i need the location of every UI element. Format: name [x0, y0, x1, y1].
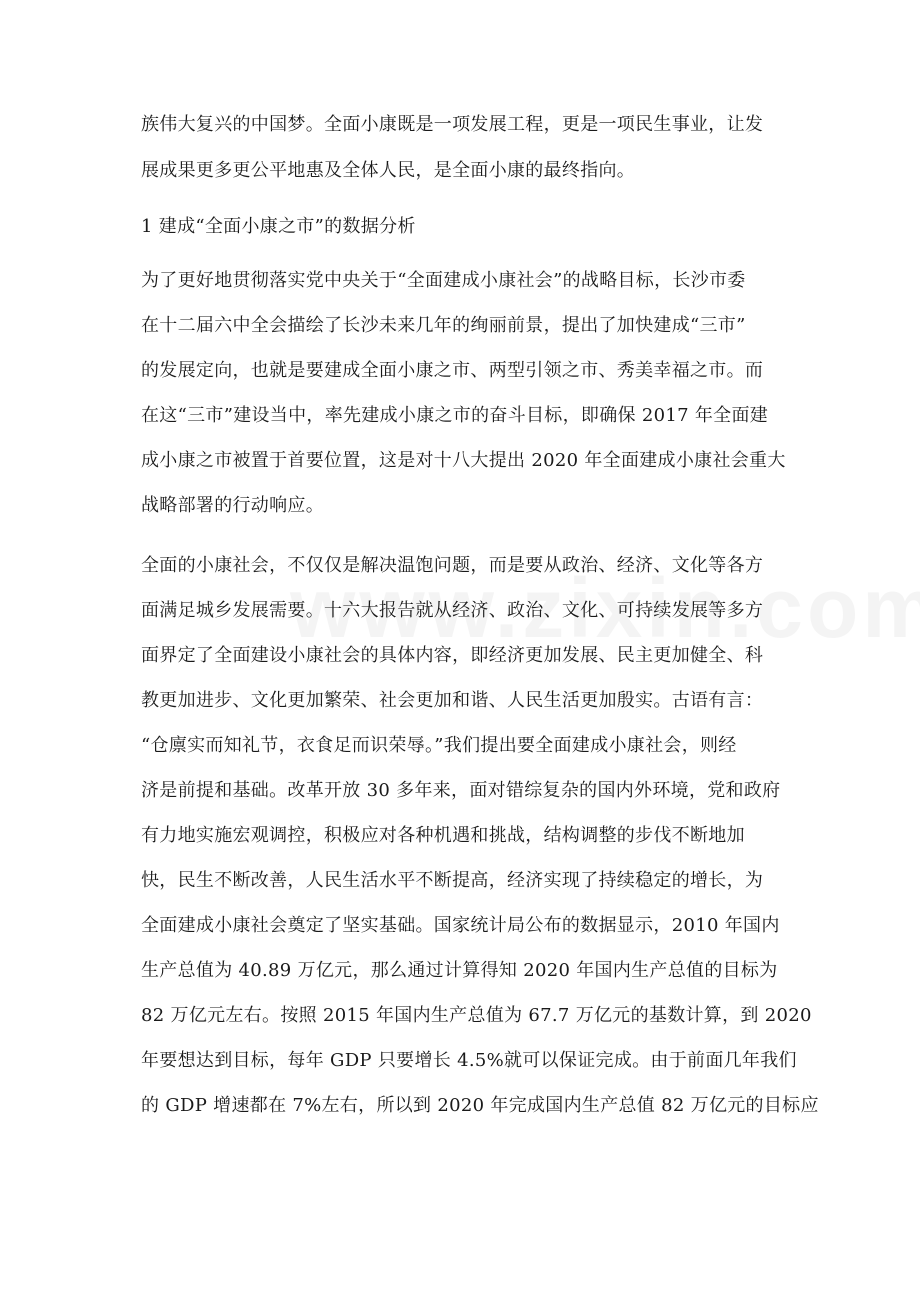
- paragraph-line: 全面建成小康社会奠定了坚实基础。国家统计局公布的数据显示，2010 年国内: [141, 915, 780, 936]
- paragraph-line: 的 GDP 增速都在 7%左右，所以到 2020 年完成国内生产总值 82 万亿元的目标应: [141, 1095, 819, 1116]
- paragraph-line: 的发展定向，也就是要建成全面小康之市、两型引领之市、秀美幸福之市。而: [141, 360, 764, 381]
- paragraph-line: 族伟大复兴的中国梦。全面小康既是一项发展工程，更是一项民生事业，让发: [141, 114, 764, 135]
- paragraph-line: 展成果更多更公平地惠及全体人民，是全面小康的最终指向。: [141, 160, 636, 181]
- paragraph-line: 为了更好地贯彻落实党中央关于“全面建成小康社会”的战略目标，长沙市委: [141, 270, 746, 291]
- paragraph-line: 年要想达到目标，每年 GDP 只要增长 4.5%就可以保证完成。由于前面几年我们: [141, 1050, 797, 1071]
- paragraph-line: 济是前提和基础。改革开放 30 多年来，面对错综复杂的国内外环境，党和政府: [141, 780, 781, 801]
- paragraph-line: 面界定了全面建设小康社会的具体内容，即经济更加发展、民主更加健全、科: [141, 645, 764, 666]
- paragraph-line: 成小康之市被置于首要位置，这是对十八大提出 2020 年全面建成小康社会重大: [141, 450, 786, 471]
- paragraph-line: 全面的小康社会，不仅仅是解决温饱问题，而是要从政治、经济、文化等各方: [141, 555, 764, 576]
- paragraph-line: 有力地实施宏观调控，积极应对各种机遇和挑战，结构调整的步伐不断地加: [141, 825, 745, 846]
- paragraph-line: 面满足城乡发展需要。十六大报告就从经济、政治、文化、可持续发展等多方: [141, 600, 764, 621]
- paragraph-line: 在这“三市”建设当中，率先建成小康之市的奋斗目标，即确保 2017 年全面建: [141, 405, 769, 426]
- paragraph-line: 生产总值为 40.89 万亿元，那么通过计算得知 2020 年国内生产总值的目标为: [141, 960, 778, 981]
- paragraph-line: 82 万亿元左右。按照 2015 年国内生产总值为 67.7 万亿元的基数计算，到 2020: [141, 1005, 812, 1026]
- paragraph-line: 教更加进步、文化更加繁荣、社会更加和谐、人民生活更加殷实。古语有言：: [141, 690, 764, 711]
- section-heading: 1 建成“全面小康之市”的数据分析: [141, 216, 416, 237]
- paragraph-line: 在十二届六中全会描绘了长沙未来几年的绚丽前景，提出了加快建成“三市”: [141, 315, 746, 336]
- paragraph-line: “仓廪实而知礼节，衣食足而识荣辱。”我们提出要全面建成小康社会，则经: [141, 735, 737, 756]
- paragraph-line: 快，民生不断改善，人民生活水平不断提高，经济实现了持续稳定的增长，为: [141, 870, 764, 891]
- paragraph-line: 战略部署的行动响应。: [141, 495, 324, 516]
